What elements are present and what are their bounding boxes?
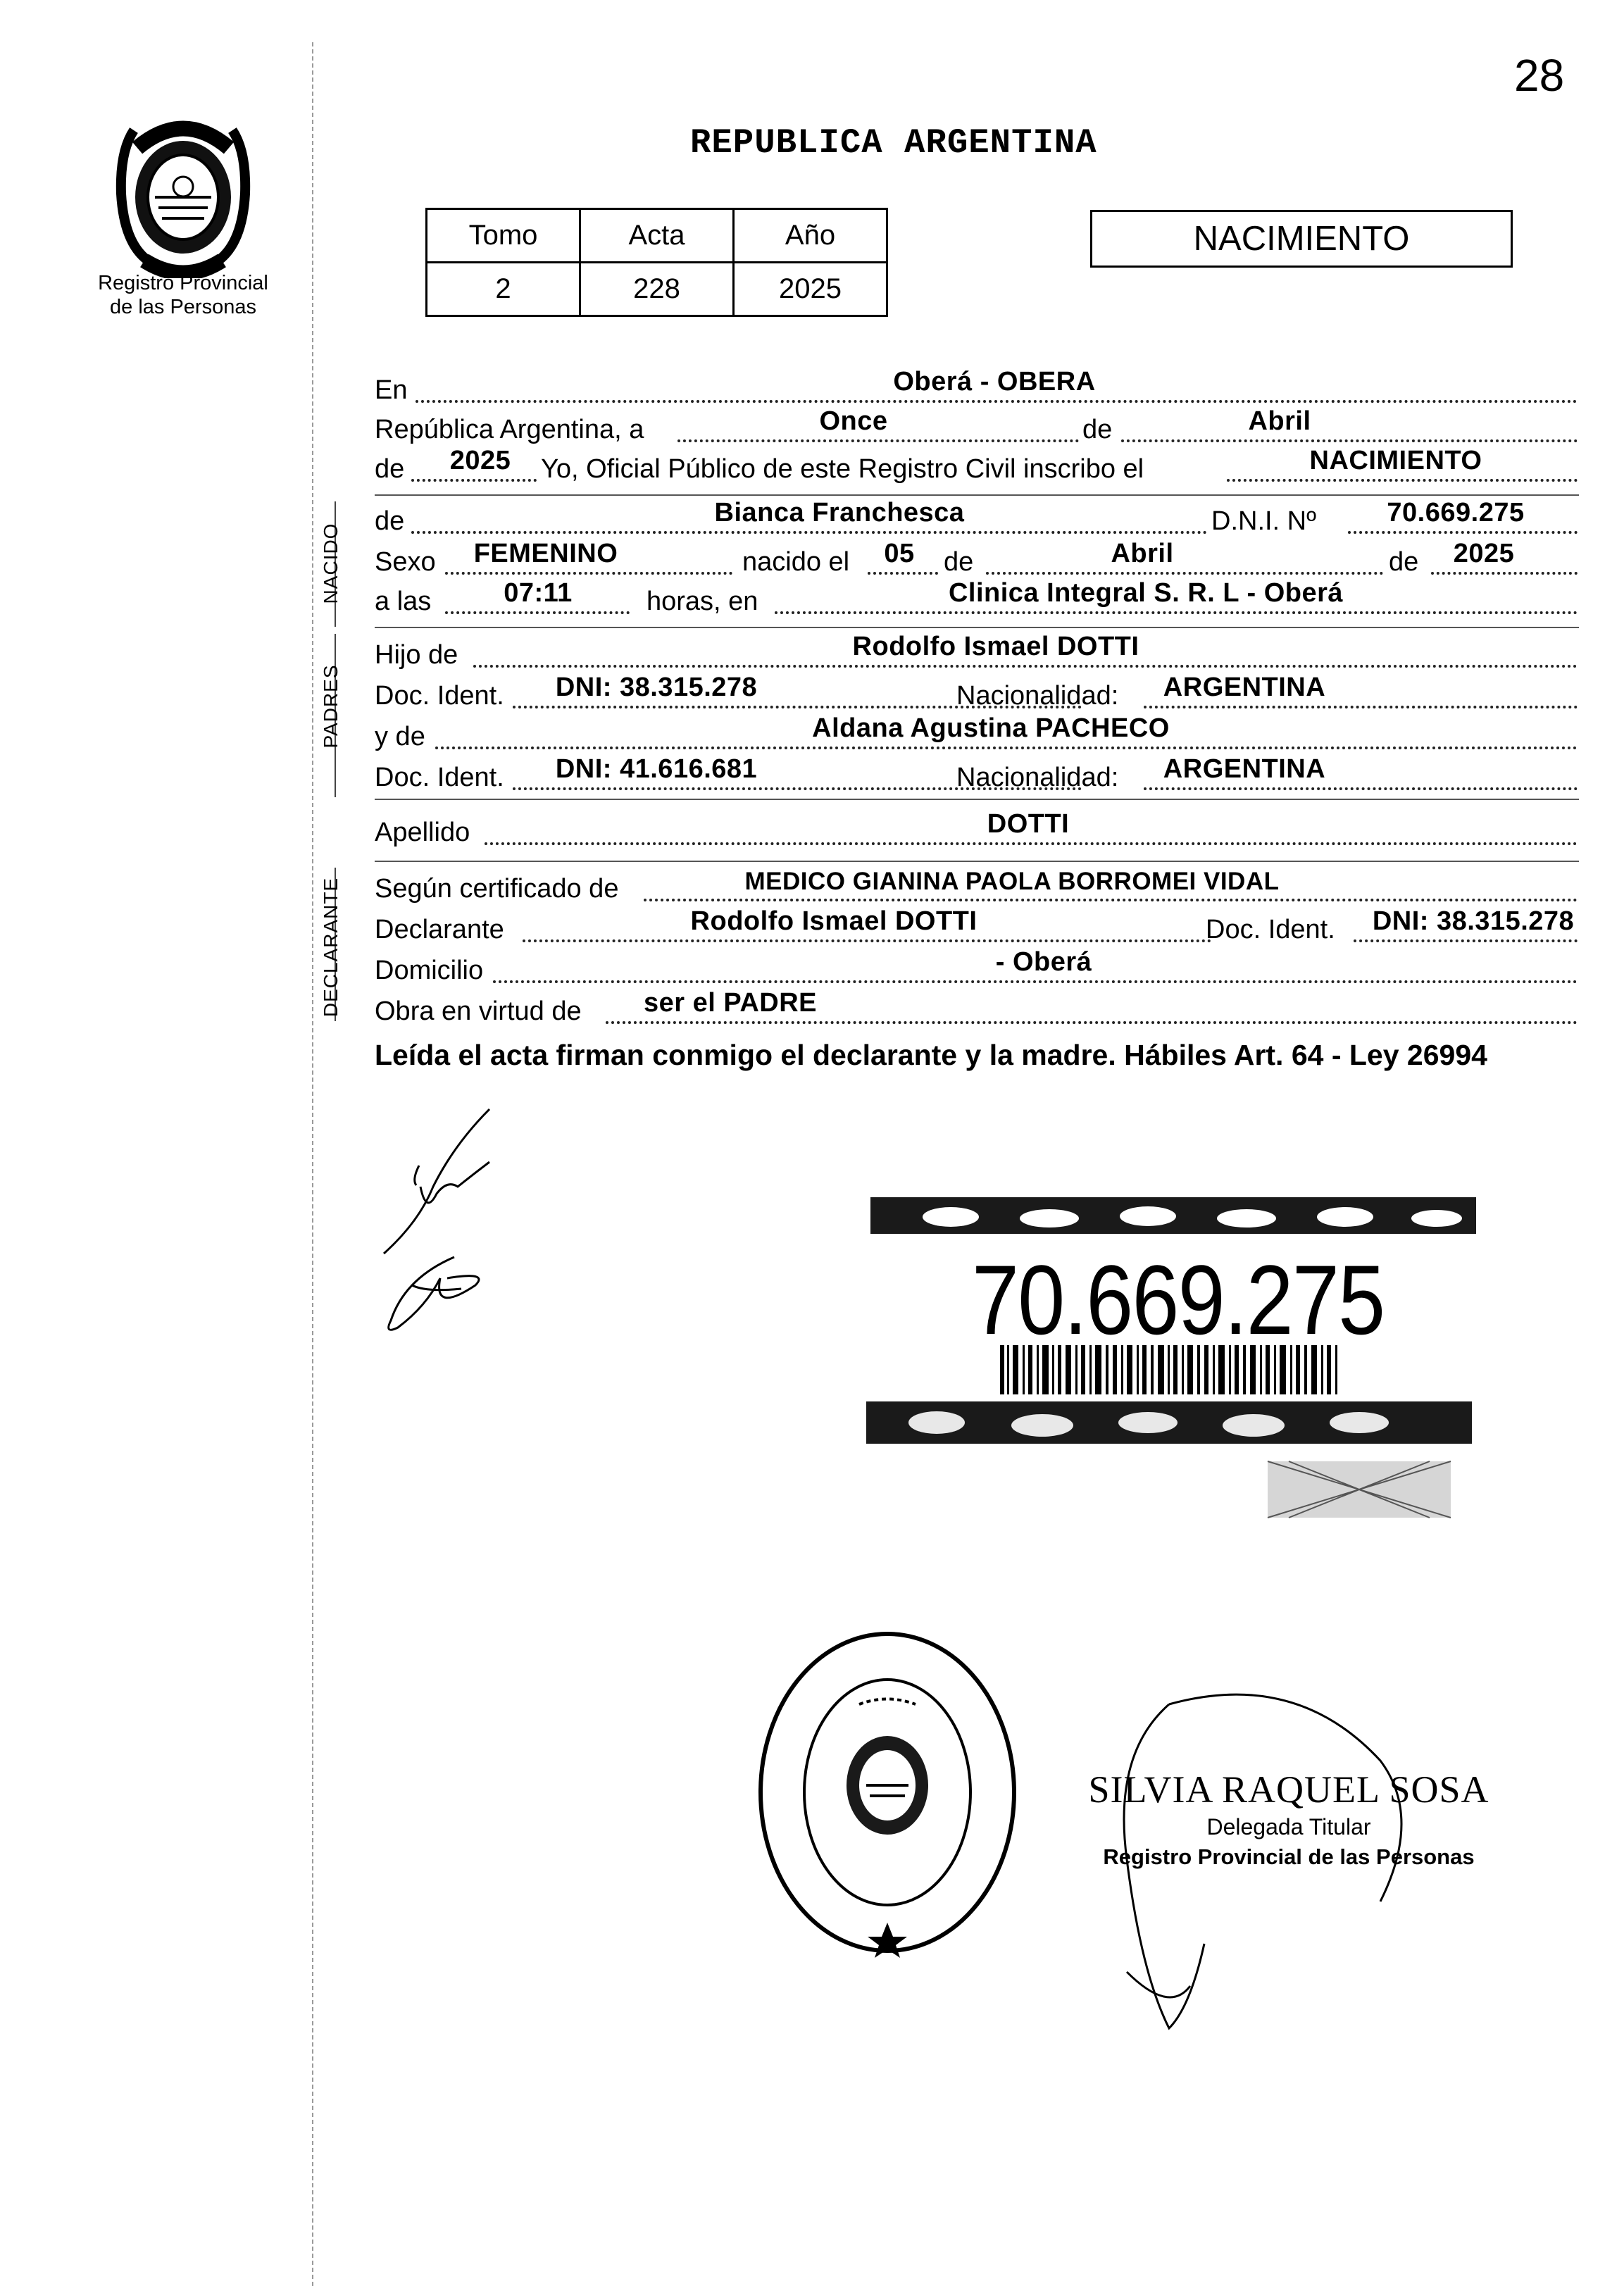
value-child-name: Bianca Franchesca bbox=[714, 498, 965, 527]
label-declarant-doc: Doc. Ident. bbox=[1206, 915, 1335, 944]
row-child-name bbox=[375, 499, 1578, 539]
closing-note: Leída el acta firman conmigo el declarante y la madre. Hábiles Art. 64 - Ley 26994 bbox=[375, 1039, 1487, 1071]
dotted-line bbox=[1354, 939, 1578, 942]
dotted-line bbox=[677, 439, 1079, 442]
row-place bbox=[375, 368, 1578, 408]
side-label-nacido: NACIDO bbox=[320, 523, 342, 604]
label-birth-de2: de bbox=[1389, 547, 1419, 577]
value-certificate: MEDICO GIANINA PAOLA BORROMEI VIDAL bbox=[744, 868, 1280, 895]
value-mother-doc: DNI: 41.616.681 bbox=[555, 754, 758, 784]
section-separator bbox=[375, 494, 1579, 496]
acta-table bbox=[425, 208, 888, 317]
label-time: a las bbox=[375, 587, 432, 616]
value-month: Abril bbox=[1248, 406, 1311, 436]
dni-sticker-number: 70.669.275 bbox=[972, 1244, 1385, 1355]
row-mother-doc bbox=[375, 755, 1578, 796]
value-declarant-doc: DNI: 38.315.278 bbox=[1372, 906, 1575, 936]
value-surname: DOTTI bbox=[987, 809, 1070, 839]
acta-header-acta: Acta bbox=[580, 209, 734, 263]
value-child-dni: 70.669.275 bbox=[1387, 498, 1525, 527]
label-declarant: Declarante bbox=[375, 915, 504, 944]
registry-caption-line1: Registro Provincial bbox=[98, 272, 268, 294]
acta-value-ano: 2025 bbox=[734, 263, 887, 316]
row-address bbox=[375, 948, 1578, 989]
dotted-line bbox=[1227, 479, 1578, 482]
row-capacity bbox=[375, 989, 1578, 1030]
label-mother-doc: Doc. Ident. bbox=[375, 763, 504, 792]
label-republic: República Argentina, a bbox=[375, 415, 644, 444]
value-sex: FEMENINO bbox=[473, 539, 618, 568]
value-birth-year: 2025 bbox=[1453, 539, 1515, 568]
dotted-line bbox=[523, 939, 1211, 942]
dotted-line bbox=[644, 899, 1578, 901]
dotted-line bbox=[775, 611, 1578, 614]
value-year: 2025 bbox=[449, 446, 511, 475]
label-year-de: de bbox=[375, 454, 405, 484]
label-mother-nationality: Nacionalidad: bbox=[956, 763, 1119, 792]
acta-value-acta: 228 bbox=[580, 263, 734, 316]
dotted-line bbox=[445, 611, 630, 614]
value-mother-nationality: ARGENTINA bbox=[1163, 754, 1326, 784]
dotted-line bbox=[445, 572, 732, 575]
section-separator bbox=[375, 627, 1579, 628]
signer-block bbox=[1085, 1768, 1493, 1870]
margin-dashed-line bbox=[312, 42, 313, 2286]
registry-caption bbox=[77, 271, 289, 319]
label-surname: Apellido bbox=[375, 818, 470, 847]
label-born: nacido el bbox=[742, 547, 850, 577]
label-hours: horas, en bbox=[647, 587, 758, 616]
dotted-line bbox=[1121, 439, 1578, 442]
side-label-declarante: DECLARANTE bbox=[320, 877, 342, 1018]
label-birth-de1: de bbox=[944, 547, 974, 577]
label-month-de: de bbox=[1082, 415, 1113, 444]
label-mother: y de bbox=[375, 722, 425, 751]
acta-header-row bbox=[427, 209, 887, 263]
dotted-line bbox=[606, 1021, 1578, 1024]
value-father-name: Rodolfo Ismael DOTTI bbox=[852, 632, 1139, 661]
row-declarant bbox=[375, 907, 1578, 948]
label-certificate: Según certificado de bbox=[375, 874, 619, 904]
dotted-line bbox=[868, 572, 938, 575]
side-label-padres: PADRES bbox=[320, 664, 342, 749]
row-surname bbox=[375, 810, 1578, 851]
row-father-doc bbox=[375, 673, 1578, 714]
dotted-line bbox=[1348, 531, 1578, 534]
signer-office: Registro Provincial de las Personas bbox=[1103, 1844, 1475, 1869]
row-father bbox=[375, 632, 1578, 673]
signer-title: Delegada Titular bbox=[1206, 1814, 1371, 1840]
label-father-doc: Doc. Ident. bbox=[375, 681, 504, 711]
value-address: - Oberá bbox=[995, 947, 1092, 977]
value-birth-time: 07:11 bbox=[504, 578, 573, 608]
acta-header-ano: Año bbox=[734, 209, 887, 263]
dotted-line bbox=[416, 400, 1578, 403]
small-code-patch bbox=[1268, 1461, 1451, 1518]
value-father-nationality: ARGENTINA bbox=[1163, 673, 1326, 702]
value-declarant: Rodolfo Ismael DOTTI bbox=[690, 906, 977, 936]
document-type-box: NACIMIENTO bbox=[1090, 210, 1513, 268]
row-certificate bbox=[375, 866, 1578, 907]
acta-header-tomo: Tomo bbox=[427, 209, 580, 263]
misiones-coat-of-arms-icon bbox=[106, 109, 261, 278]
section-separator bbox=[375, 861, 1579, 862]
value-day-words: Once bbox=[819, 406, 888, 436]
label-en: En bbox=[375, 375, 408, 405]
label-father: Hijo de bbox=[375, 640, 458, 670]
dotted-line bbox=[411, 479, 537, 482]
dotted-line bbox=[411, 531, 1207, 534]
dotted-line bbox=[1431, 572, 1578, 575]
dotted-line bbox=[1144, 787, 1578, 790]
row-time-place bbox=[375, 579, 1578, 620]
registry-caption-line2: de las Personas bbox=[110, 296, 256, 318]
value-mother-name: Aldana Agustina PACHECO bbox=[812, 713, 1170, 743]
dotted-line bbox=[986, 572, 1383, 575]
section-separator bbox=[375, 799, 1579, 800]
dotted-line bbox=[473, 665, 1578, 668]
label-name-de: de bbox=[375, 506, 405, 536]
acta-value-tomo: 2 bbox=[427, 263, 580, 316]
label-address: Domicilio bbox=[375, 956, 484, 985]
value-inscription-type: NACIMIENTO bbox=[1309, 446, 1482, 475]
dotted-line bbox=[485, 842, 1578, 845]
country-title: REPUBLICA ARGENTINA bbox=[690, 123, 1097, 163]
label-father-nationality: Nacionalidad: bbox=[956, 681, 1119, 711]
dotted-line bbox=[1144, 706, 1578, 708]
value-father-doc: DNI: 38.315.278 bbox=[555, 673, 758, 702]
row-sex-birth bbox=[375, 539, 1578, 580]
label-inscribo: Yo, Oficial Público de este Registro Civil inscribo el bbox=[541, 454, 1144, 484]
value-place: Oberá - OBERA bbox=[893, 367, 1096, 396]
dotted-line bbox=[493, 980, 1578, 983]
value-birth-place: Clinica Integral S. R. L - Oberá bbox=[948, 578, 1344, 608]
label-capacity: Obra en virtud de bbox=[375, 997, 582, 1026]
dotted-line bbox=[435, 747, 1578, 749]
label-sex: Sexo bbox=[375, 547, 436, 577]
acta-value-row bbox=[427, 263, 887, 316]
value-birth-day: 05 bbox=[884, 539, 915, 568]
signer-name: SILVIA RAQUEL SOSA bbox=[1088, 1768, 1489, 1811]
label-dni: D.N.I. Nº bbox=[1211, 506, 1316, 536]
row-mother bbox=[375, 714, 1578, 755]
value-capacity: ser el PADRE bbox=[643, 988, 818, 1018]
value-birth-month: Abril bbox=[1111, 539, 1174, 568]
signature-declarant bbox=[370, 1102, 511, 1342]
page-number: 28 bbox=[1514, 50, 1565, 101]
row-date bbox=[375, 407, 1578, 448]
row-inscription bbox=[375, 446, 1578, 487]
registry-seal-stamp bbox=[754, 1627, 1021, 1958]
